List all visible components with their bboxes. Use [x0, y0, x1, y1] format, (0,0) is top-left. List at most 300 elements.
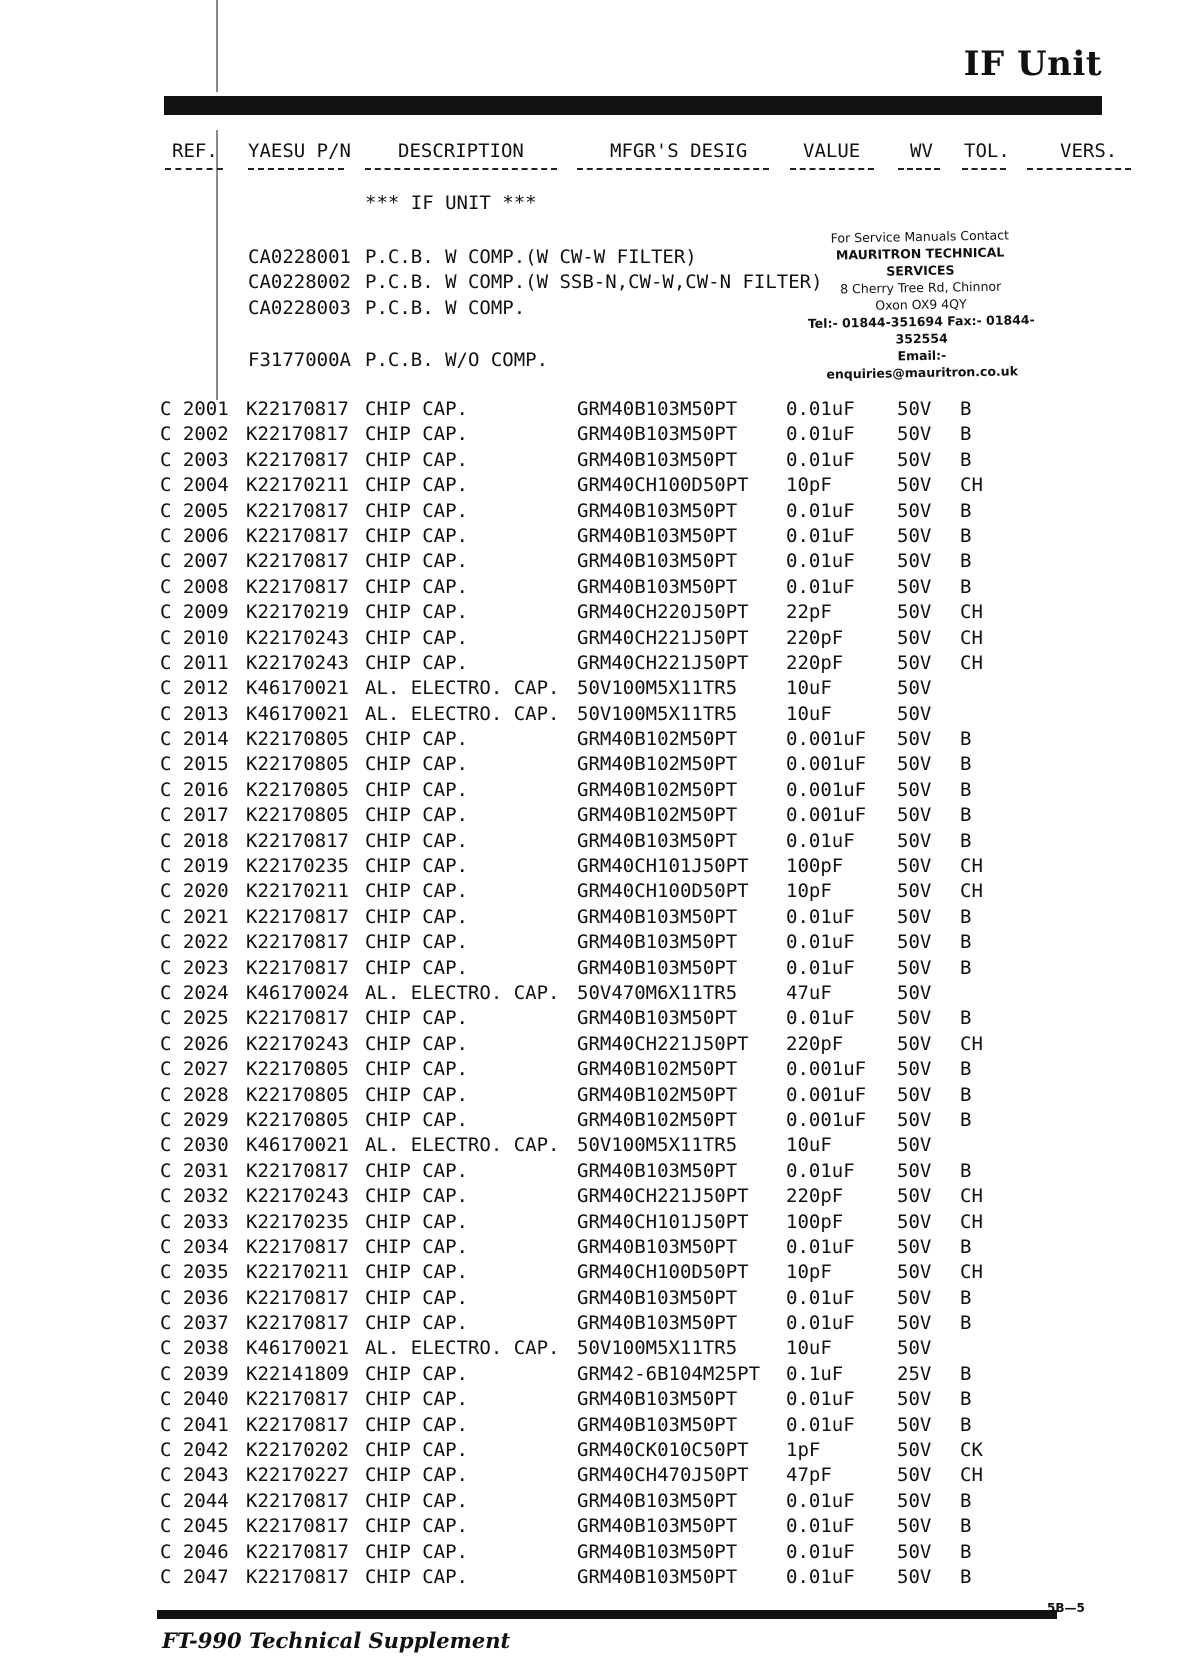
table-row	[0, 1287, 1190, 1312]
cell-desc: CHIP CAP.	[365, 1286, 468, 1309]
cell-val: 47uF	[786, 981, 832, 1004]
cell-wv: 50V	[897, 804, 932, 827]
table-row	[0, 398, 1190, 423]
cell-pn: K22170817	[246, 1489, 349, 1512]
cell-ref: C 2047	[160, 1565, 229, 1588]
cell-tol: B	[960, 753, 972, 776]
cell-ref: C 2027	[160, 1058, 229, 1081]
cell-val: 0.01uF	[786, 1388, 855, 1411]
header-rule	[164, 96, 1102, 115]
cell-wv: 50V	[897, 1540, 932, 1563]
cell-ref: C 2030	[160, 1134, 229, 1157]
table-row	[0, 957, 1190, 982]
pcb-part-number: CA0228002	[248, 271, 351, 293]
table-row	[0, 1515, 1190, 1540]
table-row	[0, 1236, 1190, 1261]
cell-ref: C 2029	[160, 1108, 229, 1131]
cell-mfgr: GRM40CH100D50PT	[577, 880, 749, 903]
cell-ref: C 2023	[160, 956, 229, 979]
cell-val: 0.01uF	[786, 1007, 855, 1030]
cell-val: 0.01uF	[786, 931, 855, 954]
cell-desc: CHIP CAP.	[365, 855, 468, 878]
cell-tol: CH	[960, 651, 983, 674]
table-row	[0, 830, 1190, 855]
table-row	[0, 576, 1190, 601]
table-row	[0, 1464, 1190, 1489]
cell-pn: K46170024	[246, 981, 349, 1004]
pcb-description: P.C.B. W/O COMP.	[365, 349, 549, 371]
cell-mfgr: GRM40B102M50PT	[577, 728, 738, 751]
notice-line: For Service Manuals Contact	[830, 227, 1010, 246]
notice-company: MAURITRON TECHNICAL SERVICES	[835, 244, 1005, 279]
cell-val: 0.01uF	[786, 448, 855, 471]
cell-wv: 50V	[897, 1312, 932, 1335]
cell-desc: CHIP CAP.	[365, 448, 468, 471]
cell-pn: K22170805	[246, 1108, 349, 1131]
cell-ref: C 2007	[160, 550, 229, 573]
cell-pn: K22141809	[246, 1362, 349, 1385]
cell-wv: 50V	[897, 1159, 932, 1182]
table-row	[0, 449, 1190, 474]
cell-pn: K22170817	[246, 1388, 349, 1411]
cell-mfgr: 50V470M6X11TR5	[577, 981, 738, 1004]
table-row	[0, 474, 1190, 499]
cell-desc: CHIP CAP.	[365, 1032, 468, 1055]
cell-ref: C 2022	[160, 931, 229, 954]
cell-mfgr: 50V100M5X11TR5	[577, 1134, 738, 1157]
table-row	[0, 1414, 1190, 1439]
cell-mfgr: 50V100M5X11TR5	[577, 1337, 738, 1360]
cell-wv: 50V	[897, 1489, 932, 1512]
cell-ref: C 2003	[160, 448, 229, 471]
cell-val: 10uF	[786, 702, 832, 725]
cell-wv: 50V	[897, 1464, 932, 1487]
cell-desc: CHIP CAP.	[365, 1210, 468, 1233]
cell-tol: CH	[960, 1464, 983, 1487]
cell-mfgr: GRM40B102M50PT	[577, 804, 738, 827]
table-row	[0, 1109, 1190, 1134]
cell-ref: C 2001	[160, 398, 229, 420]
cell-ref: C 2005	[160, 499, 229, 522]
cell-val: 0.01uF	[786, 1515, 855, 1538]
cell-tol: B	[960, 1362, 972, 1385]
cell-wv: 50V	[897, 702, 932, 725]
cell-ref: C 2035	[160, 1261, 229, 1284]
cell-val: 10uF	[786, 677, 832, 700]
cell-mfgr: GRM40B102M50PT	[577, 778, 738, 801]
cell-tol: B	[960, 499, 972, 522]
margin-line-mid	[216, 130, 218, 400]
cell-val: 100pF	[786, 1210, 844, 1233]
cell-ref: C 2042	[160, 1439, 229, 1462]
cell-val: 0.01uF	[786, 1235, 855, 1258]
cell-ref: C 2031	[160, 1159, 229, 1182]
cell-ref: C 2008	[160, 575, 229, 598]
table-row	[0, 1490, 1190, 1515]
cell-desc: CHIP CAP.	[365, 1312, 468, 1335]
cell-pn: K22170805	[246, 804, 349, 827]
table-row	[0, 1566, 1190, 1591]
cell-wv: 50V	[897, 1439, 932, 1462]
table-row	[0, 1211, 1190, 1236]
cell-wv: 50V	[897, 550, 932, 573]
cell-pn: K22170817	[246, 1515, 349, 1538]
cell-val: 0.01uF	[786, 829, 855, 852]
cell-ref: C 2009	[160, 601, 229, 624]
cell-wv: 50V	[897, 829, 932, 852]
cell-tol: B	[960, 931, 972, 954]
table-row	[0, 728, 1190, 753]
cell-desc: CHIP CAP.	[365, 651, 468, 674]
cell-ref: C 2026	[160, 1032, 229, 1055]
cell-val: 220pF	[786, 651, 844, 674]
cell-val: 0.01uF	[786, 398, 855, 420]
page-number: 5B—5	[1047, 1601, 1085, 1615]
cell-tol: CH	[960, 855, 983, 878]
cell-desc: CHIP CAP.	[365, 829, 468, 852]
cell-desc: CHIP CAP.	[365, 728, 468, 751]
cell-desc: CHIP CAP.	[365, 626, 468, 649]
cell-ref: C 2046	[160, 1540, 229, 1563]
cell-ref: C 2021	[160, 905, 229, 928]
dash-desc	[365, 168, 557, 170]
cell-wv: 50V	[897, 1032, 932, 1055]
cell-val: 220pF	[786, 626, 844, 649]
pcb-item	[248, 349, 548, 371]
cell-mfgr: GRM40B103M50PT	[577, 1515, 738, 1538]
cell-tol: CH	[960, 601, 983, 624]
cell-tol: CH	[960, 626, 983, 649]
cell-wv: 50V	[897, 1007, 932, 1030]
cell-ref: C 2025	[160, 1007, 229, 1030]
cell-pn: K22170817	[246, 1007, 349, 1030]
cell-desc: AL. ELECTRO. CAP.	[365, 702, 560, 725]
cell-ref: C 2038	[160, 1337, 229, 1360]
cell-val: 0.001uF	[786, 1083, 867, 1106]
parts-table	[0, 398, 1190, 1591]
cell-wv: 50V	[897, 880, 932, 903]
cell-wv: 50V	[897, 398, 932, 420]
cell-mfgr: GRM40B102M50PT	[577, 1108, 738, 1131]
notice-line: 8 Cherry Tree Rd, Chinnor	[840, 278, 1002, 297]
cell-ref: C 2039	[160, 1362, 229, 1385]
cell-pn: K22170805	[246, 1058, 349, 1081]
cell-desc: CHIP CAP.	[365, 1159, 468, 1182]
cell-desc: CHIP CAP.	[365, 524, 468, 547]
cell-wv: 50V	[897, 651, 932, 674]
cell-val: 0.01uF	[786, 423, 855, 446]
section-title: *** IF UNIT ***	[365, 192, 537, 214]
cell-ref: C 2041	[160, 1413, 229, 1436]
cell-tol: B	[960, 524, 972, 547]
cell-val: 0.01uF	[786, 1540, 855, 1563]
cell-pn: K22170817	[246, 1286, 349, 1309]
cell-tol: B	[960, 1083, 972, 1106]
cell-wv: 50V	[897, 524, 932, 547]
cell-tol: B	[960, 398, 972, 420]
dash-vers	[1027, 168, 1131, 170]
cell-tol: B	[960, 1388, 972, 1411]
cell-desc: CHIP CAP.	[365, 1058, 468, 1081]
cell-tol: B	[960, 448, 972, 471]
cell-pn: K22170227	[246, 1464, 349, 1487]
table-row	[0, 1541, 1190, 1566]
table-row	[0, 753, 1190, 778]
cell-mfgr: GRM40B103M50PT	[577, 550, 738, 573]
table-row	[0, 1058, 1190, 1083]
table-row	[0, 1160, 1190, 1185]
cell-desc: CHIP CAP.	[365, 575, 468, 598]
cell-wv: 50V	[897, 1261, 932, 1284]
cell-mfgr: GRM40B102M50PT	[577, 1058, 738, 1081]
cell-tol: B	[960, 1108, 972, 1131]
cell-wv: 50V	[897, 1185, 932, 1208]
table-row	[0, 1337, 1190, 1362]
col-wv: WV	[910, 140, 933, 162]
cell-tol: B	[960, 1286, 972, 1309]
cell-val: 22pF	[786, 601, 832, 624]
cell-ref: C 2045	[160, 1515, 229, 1538]
cell-val: 0.001uF	[786, 778, 867, 801]
cell-wv: 50V	[897, 1565, 932, 1588]
cell-desc: CHIP CAP.	[365, 1235, 468, 1258]
cell-ref: C 2002	[160, 423, 229, 446]
cell-desc: CHIP CAP.	[365, 931, 468, 954]
cell-val: 0.01uF	[786, 550, 855, 573]
cell-tol: CH	[960, 1032, 983, 1055]
cell-tol: CH	[960, 880, 983, 903]
cell-mfgr: GRM42-6B104M25PT	[577, 1362, 761, 1385]
cell-mfgr: GRM40CH101J50PT	[577, 855, 749, 878]
cell-val: 0.01uF	[786, 956, 855, 979]
cell-tol: B	[960, 1312, 972, 1335]
cell-mfgr: GRM40B103M50PT	[577, 499, 738, 522]
cell-desc: CHIP CAP.	[365, 778, 468, 801]
cell-desc: CHIP CAP.	[365, 804, 468, 827]
table-row	[0, 652, 1190, 677]
dash-ref	[165, 168, 223, 170]
cell-mfgr: GRM40B102M50PT	[577, 753, 738, 776]
cell-desc: CHIP CAP.	[365, 423, 468, 446]
notice-line: Oxon OX9 4QY	[875, 296, 967, 313]
cell-wv: 50V	[897, 1413, 932, 1436]
page-title: IF Unit	[963, 44, 1102, 84]
cell-wv: 50V	[897, 956, 932, 979]
cell-pn: K22170243	[246, 651, 349, 674]
cell-pn: K22170817	[246, 1565, 349, 1588]
cell-ref: C 2032	[160, 1185, 229, 1208]
table-row	[0, 677, 1190, 702]
cell-val: 0.01uF	[786, 1565, 855, 1588]
cell-mfgr: GRM40CK010C50PT	[577, 1439, 749, 1462]
footer-title: FT-990 Technical Supplement	[162, 1628, 511, 1653]
cell-val: 0.01uF	[786, 575, 855, 598]
cell-wv: 50V	[897, 499, 932, 522]
cell-tol: B	[960, 1515, 972, 1538]
cell-ref: C 2024	[160, 981, 229, 1004]
cell-tol: B	[960, 1489, 972, 1512]
cell-pn: K22170817	[246, 423, 349, 446]
table-row	[0, 525, 1190, 550]
cell-mfgr: GRM40CH221J50PT	[577, 1032, 749, 1055]
notice-email: Email:- enquiries@mauritron.co.uk	[826, 347, 1019, 382]
cell-pn: K46170021	[246, 1337, 349, 1360]
cell-ref: C 2014	[160, 728, 229, 751]
cell-mfgr: GRM40B103M50PT	[577, 931, 738, 954]
cell-mfgr: GRM40B103M50PT	[577, 1235, 738, 1258]
cell-mfgr: GRM40CH100D50PT	[577, 474, 749, 497]
margin-line-top	[216, 0, 218, 92]
cell-mfgr: GRM40B103M50PT	[577, 1413, 738, 1436]
cell-ref: C 2004	[160, 474, 229, 497]
dash-value	[790, 168, 874, 170]
pcb-description: P.C.B. W COMP.	[365, 297, 526, 319]
cell-val: 0.01uF	[786, 1286, 855, 1309]
cell-desc: CHIP CAP.	[365, 398, 468, 420]
col-description: DESCRIPTION	[398, 140, 524, 162]
cell-val: 10pF	[786, 474, 832, 497]
table-row	[0, 1185, 1190, 1210]
cell-pn: K22170805	[246, 778, 349, 801]
table-row	[0, 1134, 1190, 1159]
cell-tol: B	[960, 728, 972, 751]
col-value: VALUE	[803, 140, 861, 162]
table-row	[0, 550, 1190, 575]
cell-pn: K22170211	[246, 880, 349, 903]
cell-wv: 50V	[897, 1286, 932, 1309]
cell-val: 0.001uF	[786, 753, 867, 776]
cell-wv: 50V	[897, 1337, 932, 1360]
cell-val: 0.01uF	[786, 1312, 855, 1335]
cell-wv: 50V	[897, 474, 932, 497]
dash-wv	[898, 168, 940, 170]
cell-wv: 50V	[897, 1388, 932, 1411]
cell-pn: K22170805	[246, 728, 349, 751]
cell-val: 47pF	[786, 1464, 832, 1487]
cell-pn: K22170817	[246, 956, 349, 979]
cell-desc: CHIP CAP.	[365, 550, 468, 573]
cell-wv: 50V	[897, 1210, 932, 1233]
cell-wv: 50V	[897, 626, 932, 649]
table-row	[0, 1007, 1190, 1032]
cell-pn: K22170817	[246, 398, 349, 420]
cell-mfgr: GRM40B103M50PT	[577, 1286, 738, 1309]
cell-desc: CHIP CAP.	[365, 1185, 468, 1208]
cell-desc: CHIP CAP.	[365, 1413, 468, 1436]
cell-pn: K22170243	[246, 1032, 349, 1055]
cell-tol: B	[960, 804, 972, 827]
cell-tol: CH	[960, 474, 983, 497]
cell-ref: C 2015	[160, 753, 229, 776]
cell-wv: 50V	[897, 575, 932, 598]
cell-mfgr: 50V100M5X11TR5	[577, 702, 738, 725]
cell-mfgr: GRM40B103M50PT	[577, 1540, 738, 1563]
cell-mfgr: GRM40CH470J50PT	[577, 1464, 749, 1487]
cell-val: 0.001uF	[786, 1108, 867, 1131]
cell-desc: CHIP CAP.	[365, 1515, 468, 1538]
pcb-item	[248, 246, 697, 268]
cell-desc: AL. ELECTRO. CAP.	[365, 677, 560, 700]
cell-wv: 50V	[897, 601, 932, 624]
cell-pn: K22170243	[246, 626, 349, 649]
cell-tol: B	[960, 1565, 972, 1588]
dash-tol	[962, 168, 1006, 170]
cell-val: 0.01uF	[786, 524, 855, 547]
col-tol: TOL.	[964, 140, 1010, 162]
cell-val: 0.001uF	[786, 1058, 867, 1081]
pcb-description: P.C.B. W COMP.(W CW-W FILTER)	[365, 246, 697, 268]
cell-pn: K22170817	[246, 931, 349, 954]
cell-mfgr: GRM40CH100D50PT	[577, 1261, 749, 1284]
cell-pn: K22170817	[246, 1540, 349, 1563]
cell-ref: C 2006	[160, 524, 229, 547]
table-row	[0, 601, 1190, 626]
cell-tol: B	[960, 905, 972, 928]
cell-desc: CHIP CAP.	[365, 1362, 468, 1385]
cell-val: 10uF	[786, 1337, 832, 1360]
col-vers: VERS.	[1060, 140, 1118, 162]
table-row	[0, 1439, 1190, 1464]
cell-mfgr: GRM40B103M50PT	[577, 1388, 738, 1411]
cell-pn: K22170817	[246, 575, 349, 598]
cell-ref: C 2020	[160, 880, 229, 903]
cell-mfgr: GRM40CH221J50PT	[577, 626, 749, 649]
cell-tol: B	[960, 956, 972, 979]
cell-desc: CHIP CAP.	[365, 905, 468, 928]
cell-val: 0.01uF	[786, 499, 855, 522]
notice-phone: Tel:- 01844-351694 Fax:- 01844-352554	[807, 312, 1035, 347]
cell-mfgr: GRM40B102M50PT	[577, 1083, 738, 1106]
cell-val: 10uF	[786, 1134, 832, 1157]
cell-ref: C 2033	[160, 1210, 229, 1233]
cell-val: 0.01uF	[786, 1489, 855, 1512]
cell-pn: K22170817	[246, 1413, 349, 1436]
cell-pn: K22170202	[246, 1439, 349, 1462]
cell-ref: C 2028	[160, 1083, 229, 1106]
cell-pn: K22170817	[246, 905, 349, 928]
cell-tol: B	[960, 1159, 972, 1182]
pcb-part-number: CA0228001	[248, 246, 351, 268]
table-row	[0, 1084, 1190, 1109]
cell-pn: K22170219	[246, 601, 349, 624]
table-row	[0, 500, 1190, 525]
dash-mfgr	[577, 168, 769, 170]
cell-desc: CHIP CAP.	[365, 1489, 468, 1512]
cell-desc: AL. ELECTRO. CAP.	[365, 1337, 560, 1360]
cell-pn: K22170817	[246, 524, 349, 547]
cell-desc: CHIP CAP.	[365, 1261, 468, 1284]
cell-desc: CHIP CAP.	[365, 880, 468, 903]
cell-desc: CHIP CAP.	[365, 499, 468, 522]
cell-ref: C 2043	[160, 1464, 229, 1487]
cell-ref: C 2034	[160, 1235, 229, 1258]
col-mfgr-desig: MFGR'S DESIG	[610, 140, 748, 162]
table-row	[0, 627, 1190, 652]
cell-val: 0.01uF	[786, 1413, 855, 1436]
cell-mfgr: GRM40CH221J50PT	[577, 651, 749, 674]
cell-wv: 50V	[897, 753, 932, 776]
cell-val: 0.01uF	[786, 1159, 855, 1182]
cell-pn: K22170805	[246, 1083, 349, 1106]
cell-mfgr: GRM40B103M50PT	[577, 398, 738, 420]
footer-rule	[157, 1610, 1057, 1619]
cell-pn: K22170235	[246, 1210, 349, 1233]
table-row	[0, 982, 1190, 1007]
cell-wv: 50V	[897, 1134, 932, 1157]
cell-wv: 50V	[897, 448, 932, 471]
cell-tol: CH	[960, 1210, 983, 1233]
cell-ref: C 2044	[160, 1489, 229, 1512]
